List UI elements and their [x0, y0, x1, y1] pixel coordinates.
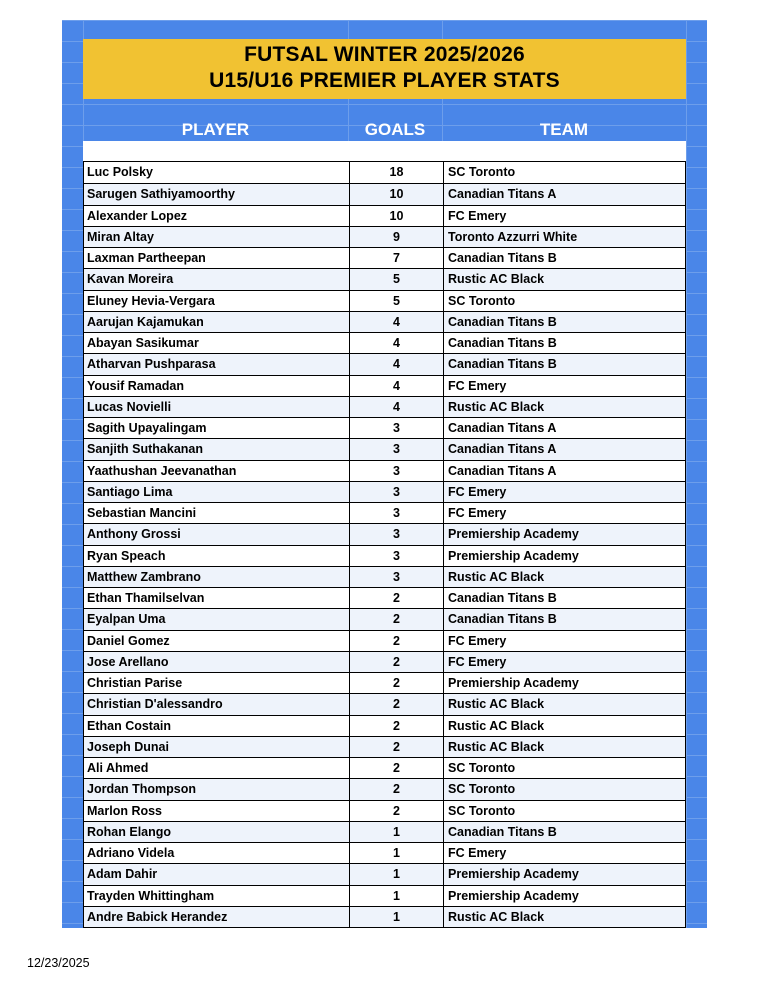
gridline	[62, 104, 707, 105]
player-name-cell: Jordan Thompson	[87, 782, 197, 797]
player-name-cell: Anthony Grossi	[87, 527, 181, 542]
player-name-cell: Sarugen Sathiyamoorthy	[87, 187, 235, 202]
goals-cell: 1	[393, 888, 400, 903]
table-row	[84, 268, 685, 289]
goals-cell: 10	[389, 208, 404, 223]
header-team: TEAM	[539, 120, 589, 139]
goals-cell: 3	[393, 484, 400, 499]
player-name-cell: Aarujan Kajamukan	[87, 314, 204, 329]
table-row	[84, 736, 685, 757]
goals-cell: 1	[393, 867, 400, 882]
header-goals: GOALS	[364, 120, 426, 139]
player-name-cell: Kavan Moreira	[87, 272, 174, 287]
table-row	[84, 885, 685, 906]
team-cell: FC Emery	[448, 484, 507, 499]
table-row	[84, 205, 685, 226]
goals-cell: 2	[393, 761, 400, 775]
header-player: PLAYER	[181, 120, 250, 139]
goals-cell: 3	[393, 569, 400, 584]
player-name-cell: Ethan Costain	[87, 718, 172, 733]
gridline	[62, 20, 707, 21]
goals-cell: 3	[393, 421, 400, 435]
goals-cell: 3	[393, 463, 400, 478]
goals-cell: 18	[389, 165, 404, 179]
goals-cell: 4	[393, 357, 400, 372]
player-name-cell: Lucas Novielli	[87, 399, 172, 414]
player-name-cell: Joseph Dunai	[87, 739, 169, 754]
player-name-cell: Ethan Thamilselvan	[87, 591, 205, 605]
table-row	[84, 162, 685, 183]
player-name-cell: Christian D'alessandro	[87, 697, 223, 712]
team-cell: Canadian Titans A	[448, 463, 557, 478]
table-row	[84, 906, 685, 927]
table-row	[84, 587, 685, 608]
table-row	[84, 630, 685, 651]
player-name-cell: Eyalpan Uma	[87, 612, 166, 627]
goals-cell: 2	[393, 739, 400, 754]
team-cell: Canadian Titans B	[448, 591, 557, 605]
team-cell: FC Emery	[448, 506, 507, 520]
player-name-cell: Luc Polsky	[87, 165, 153, 179]
goals-cell: 2	[393, 676, 400, 690]
player-name-cell: Adriano Videla	[87, 846, 175, 860]
team-cell: Toronto Azzurri White	[448, 229, 578, 244]
goals-cell: 5	[393, 272, 400, 287]
player-name-cell: Miran Altay	[87, 229, 154, 244]
team-cell: Canadian Titans B	[448, 824, 557, 839]
player-name-cell: Ali Ahmed	[87, 761, 149, 775]
table-row	[84, 715, 685, 736]
table-row	[84, 863, 685, 884]
table-row	[84, 842, 685, 863]
goals-cell: 2	[393, 633, 400, 648]
spreadsheet-area	[62, 20, 707, 928]
table-row	[84, 821, 685, 842]
player-name-cell: Daniel Gomez	[87, 633, 170, 648]
goals-cell: 4	[393, 314, 400, 329]
player-name-cell: Abayan Sasikumar	[87, 336, 199, 350]
player-name-cell: Sagith Upayalingam	[87, 421, 207, 435]
team-cell: Premiership Academy	[448, 867, 579, 882]
team-cell: Canadian Titans B	[448, 251, 557, 265]
goals-cell: 4	[393, 378, 400, 393]
team-cell: SC Toronto	[448, 782, 516, 797]
blank-row	[83, 141, 686, 161]
player-name-cell: Alexander Lopez	[87, 208, 188, 223]
goals-cell: 2	[393, 612, 400, 627]
goals-cell: 3	[393, 506, 400, 520]
player-name-cell: Matthew Zambrano	[87, 569, 201, 584]
player-name-cell: Adam Dahir	[87, 867, 158, 882]
title-line-2: U15/U16 PREMIER PLAYER STATS	[209, 69, 560, 92]
player-name-cell: Sanjith Suthakanan	[87, 442, 203, 457]
player-name-cell: Ryan Speach	[87, 548, 166, 563]
goals-cell: 10	[389, 187, 404, 202]
player-name-cell: Jose Arellano	[87, 654, 169, 669]
goals-cell: 9	[393, 229, 400, 244]
table-row	[84, 481, 685, 502]
team-cell: FC Emery	[448, 378, 507, 393]
print-date: 12/23/2025	[27, 956, 90, 970]
player-name-cell: Andre Babick Herandez	[87, 909, 228, 924]
goals-cell: 5	[393, 293, 400, 308]
team-cell: FC Emery	[448, 654, 507, 669]
player-name-cell: Christian Parise	[87, 676, 183, 690]
table-row	[84, 757, 685, 778]
team-cell: Rustic AC Black	[448, 909, 545, 924]
table-row	[84, 545, 685, 566]
team-cell: FC Emery	[448, 208, 507, 223]
team-cell: FC Emery	[448, 633, 507, 648]
column-divider	[443, 162, 444, 927]
player-stats-table	[83, 161, 686, 928]
table-row	[84, 693, 685, 714]
player-name-cell: Yaathushan Jeevanathan	[87, 463, 237, 478]
team-cell: SC Toronto	[448, 761, 516, 775]
goals-cell: 2	[393, 591, 400, 605]
goals-cell: 3	[393, 442, 400, 457]
team-cell: FC Emery	[448, 846, 507, 860]
goals-cell: 2	[393, 803, 400, 818]
column-header-row	[83, 117, 686, 141]
team-cell: Rustic AC Black	[448, 697, 545, 712]
player-name-cell: Rohan Elango	[87, 824, 172, 839]
team-cell: Canadian Titans B	[448, 314, 557, 329]
team-cell: Rustic AC Black	[448, 272, 545, 287]
table-row	[84, 672, 685, 693]
goals-cell: 2	[393, 697, 400, 712]
team-cell: SC Toronto	[448, 803, 516, 818]
table-row	[84, 396, 685, 417]
table-row	[84, 375, 685, 396]
team-cell: Rustic AC Black	[448, 739, 545, 754]
team-cell: Premiership Academy	[448, 676, 579, 690]
player-name-cell: Atharvan Pushparasa	[87, 357, 216, 372]
team-cell: Canadian Titans B	[448, 357, 557, 372]
title-line-1: FUTSAL WINTER 2025/2026	[244, 43, 525, 66]
team-cell: Canadian Titans A	[448, 421, 557, 435]
team-cell: Rustic AC Black	[448, 399, 545, 414]
table-row	[84, 183, 685, 204]
table-row	[84, 332, 685, 353]
player-name-cell: Marlon Ross	[87, 803, 163, 818]
goals-cell: 1	[393, 824, 400, 839]
team-cell: Premiership Academy	[448, 548, 579, 563]
goals-cell: 2	[393, 654, 400, 669]
table-row	[84, 460, 685, 481]
team-cell: Canadian Titans B	[448, 612, 557, 627]
table-row	[84, 311, 685, 332]
goals-cell: 7	[393, 251, 400, 265]
table-row	[84, 651, 685, 672]
table-row	[84, 290, 685, 311]
team-cell: SC Toronto	[448, 293, 516, 308]
team-cell: SC Toronto	[448, 165, 516, 179]
table-row	[84, 417, 685, 438]
team-cell: Canadian Titans A	[448, 187, 557, 202]
player-name-cell: Laxman Partheepan	[87, 251, 206, 265]
team-cell: Canadian Titans B	[448, 336, 557, 350]
table-row	[84, 226, 685, 247]
player-name-cell: Yousif Ramadan	[87, 378, 185, 393]
table-row	[84, 438, 685, 459]
team-cell: Rustic AC Black	[448, 718, 545, 733]
team-cell: Premiership Academy	[448, 527, 579, 542]
player-name-cell: Sebastian Mancini	[87, 506, 197, 520]
table-row	[84, 778, 685, 799]
player-name-cell: Trayden Whittingham	[87, 888, 215, 903]
goals-cell: 3	[393, 527, 400, 542]
table-row	[84, 800, 685, 821]
goals-cell: 2	[393, 718, 400, 733]
table-row	[84, 523, 685, 544]
player-name-cell: Santiago Lima	[87, 484, 173, 499]
team-cell: Rustic AC Black	[448, 569, 545, 584]
goals-cell: 2	[393, 782, 400, 797]
team-cell: Canadian Titans A	[448, 442, 557, 457]
goals-cell: 4	[393, 399, 400, 414]
gridline	[686, 20, 687, 928]
column-divider	[349, 162, 350, 927]
goals-cell: 4	[393, 336, 400, 350]
goals-cell: 3	[393, 548, 400, 563]
table-row	[84, 353, 685, 374]
goals-cell: 1	[393, 846, 400, 860]
table-row	[84, 608, 685, 629]
team-cell: Premiership Academy	[448, 888, 579, 903]
player-name-cell: Eluney Hevia-Vergara	[87, 293, 215, 308]
goals-cell: 1	[393, 909, 400, 924]
table-row	[84, 502, 685, 523]
title-banner	[83, 39, 686, 99]
table-row	[84, 247, 685, 268]
table-row	[84, 566, 685, 587]
